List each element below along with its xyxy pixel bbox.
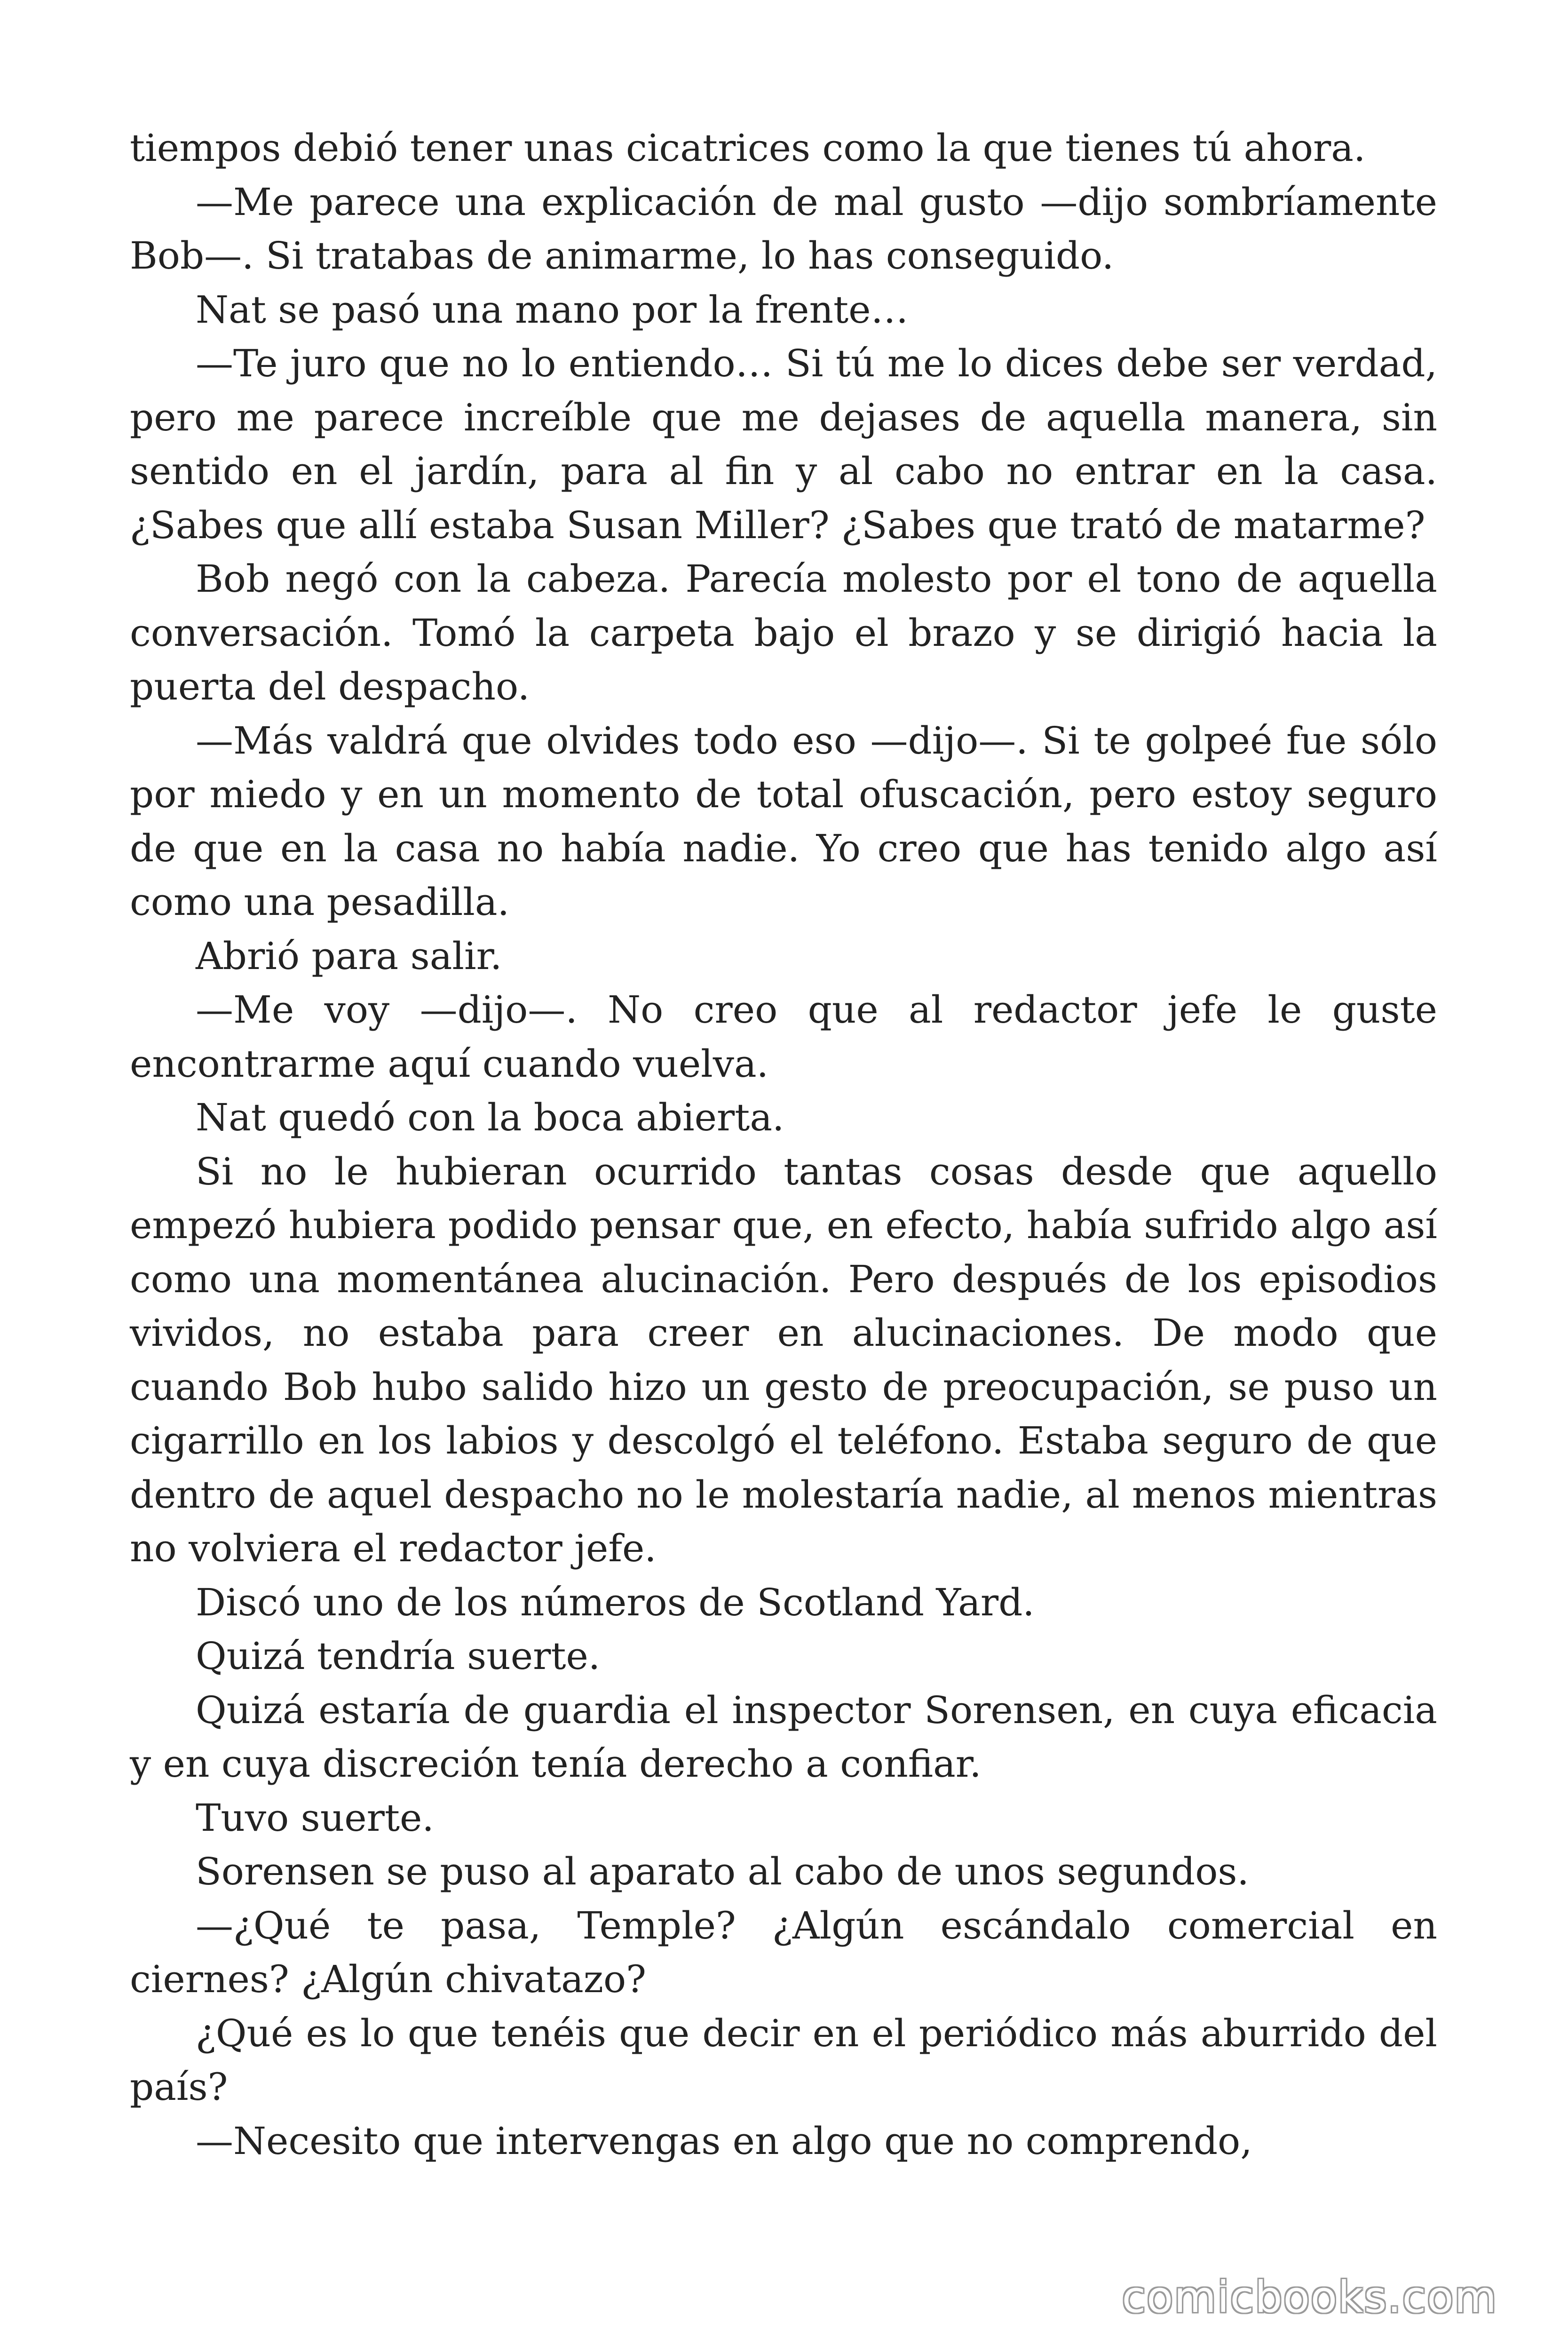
paragraph-15: Sorensen se puso al aparato al cabo de unos segundos. xyxy=(196,1850,1249,1893)
paragraph-8: —Me voy —dijo—. No creo que al redactor jefe le guste encontrarme aquí cuando vuelva. xyxy=(130,988,1437,1086)
paragraph-12: Quizá tendría suerte. xyxy=(196,1634,601,1678)
body-text xyxy=(130,121,1437,2168)
paragraph-9: Nat quedó con la boca abierta. xyxy=(196,1096,784,1139)
watermark: comicbooks.com xyxy=(1122,2272,1497,2322)
paragraph-1: tiempos debió tener unas cicatrices como la que tienes tú ahora. xyxy=(130,126,1366,170)
paragraph-16: —¿Qué te pasa, Temple? ¿Algún escándalo comercial en ciernes? ¿Algún chivatazo? xyxy=(130,1903,1437,2001)
paragraph-17: ¿Qué es lo que tenéis que decir en el periódico más aburrido del país? xyxy=(130,2011,1437,2109)
paragraph-14: Tuvo suerte. xyxy=(196,1796,434,1840)
paragraph-4: —Te juro que no lo entiendo… Si tú me lo dices debe ser verdad, pero me parece increíble que me dejases de aquella manera, sin sentido en el jardín, para al fin y al cabo no entrar en la casa. ¿Sabes que allí estaba Susan Miller? ¿Sabes que trató de matarme? xyxy=(130,342,1437,547)
paragraph-13: Quizá estaría de guardia el inspector Sorensen, en cuya eficacia y en cuya discreción tenía derecho a confiar. xyxy=(130,1688,1437,1786)
paragraph-11: Discó uno de los números de Scotland Yard. xyxy=(196,1580,1035,1624)
paragraph-6: —Más valdrá que olvides todo eso —dijo—. Si te golpeé fue sólo por miedo y en un momento de total ofuscación, pero estoy seguro de que en la casa no había nadie. Yo creo que has tenido algo así como una pesadilla. xyxy=(130,718,1437,924)
paragraph-3: Nat se pasó una mano por la frente… xyxy=(196,287,909,332)
paragraph-5: Bob negó con la cabeza. Parecía molesto por el tono de aquella conversación. Tomó la carpeta bajo el brazo y se dirigió hacia la puerta del despacho. xyxy=(130,557,1437,708)
paragraph-18: —Necesito que intervengas en algo que no comprendo, xyxy=(196,2119,1252,2163)
paragraph-7: Abrió para salir. xyxy=(196,934,502,978)
paragraph-2: —Me parece una explicación de mal gusto —dijo sombríamente Bob—. Si tratabas de animarme, lo has conseguido. xyxy=(130,180,1437,278)
paragraph-10: Si no le hubieran ocurrido tantas cosas desde que aquello empezó hubiera podido pensar que, en efecto, había sufrido algo así como una momentánea alucinación. Pero después de los episodios vividos, no estaba para creer en alucinaciones. De modo que cuando Bob hubo salido hizo un gesto de preocupación, se puso un cigarrillo en los labios y descolgó el teléfono. Estaba seguro de que dentro de aquel despacho no le molestaría nadie, al menos mientras no volviera el redactor jefe. xyxy=(130,1149,1437,1570)
